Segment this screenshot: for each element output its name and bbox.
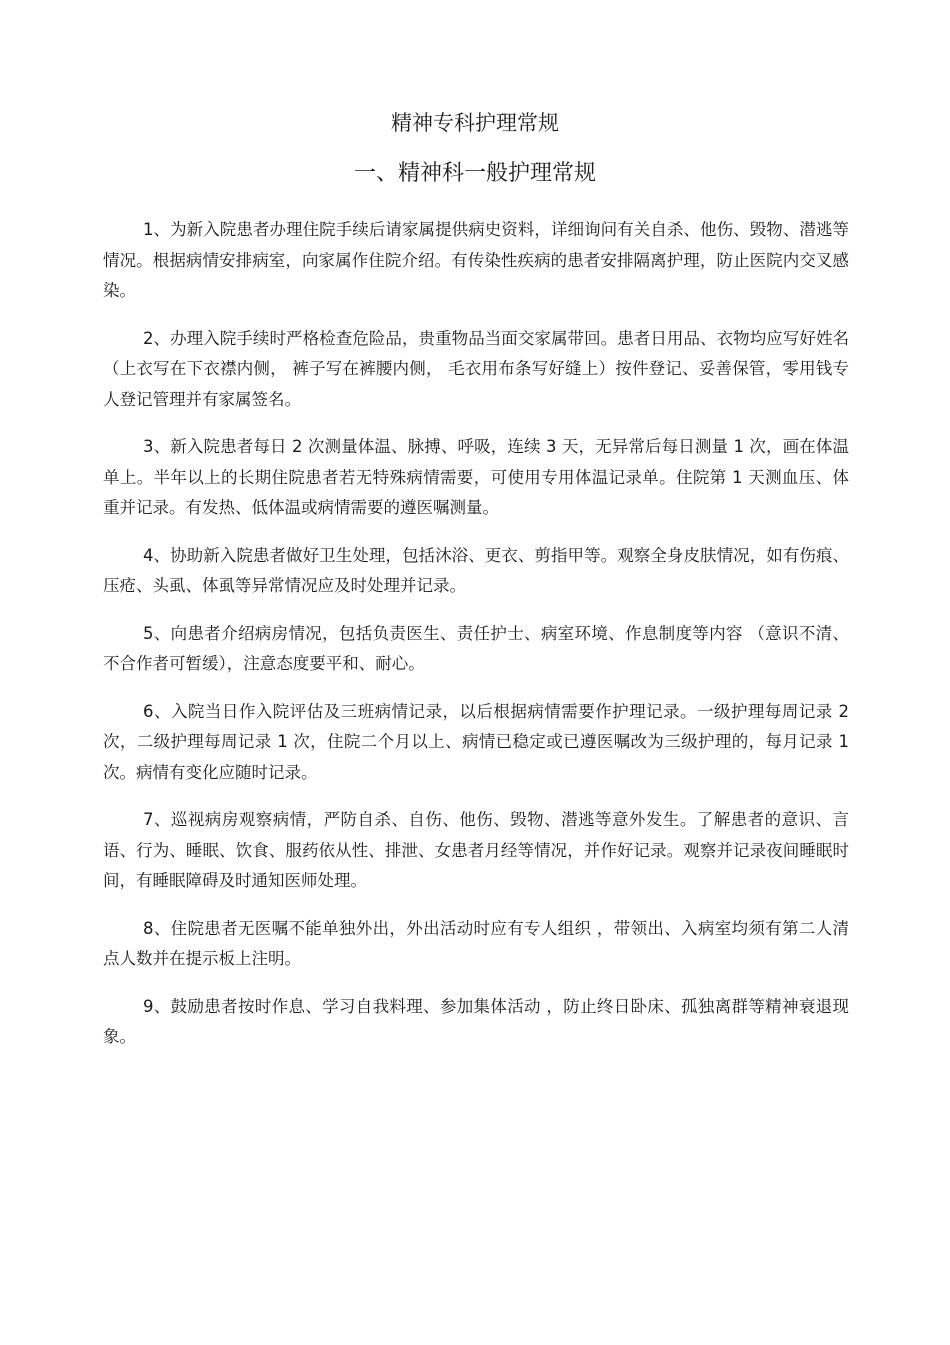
paragraph-4: 4、协助新入院患者做好卫生处理，包括沐浴、更衣、剪指甲等。观察全身皮肤情况，如有伤痕、压疮、头虱、体虱等异常情况应及时处理并记录。 [103,545,849,595]
document-body [103,215,849,1070]
document-title: 精神专科护理常规 [391,111,559,135]
paragraph-5: 5、向患者介绍病房情况，包括负责医生、责任护士、病室环境、作息制度等内容 （意识不清、不合作者可暂缓），注意态度要平和、耐心。 [103,623,849,673]
paragraph-7: 7、巡视病房观察病情，严防自杀、自伤、他伤、毁物、潜逃等意外发生。了解患者的意识、言语、行为、睡眠、饮食、服药依从性、排泄、女患者月经等情况，并作好记录。观察并记录夜间睡眠时间，有睡眠障碍及时通知医师处理。 [103,810,849,890]
paragraph-2: 2、办理入院手续时严格检查危险品，贵重物品当面交家属带回。患者日用品、衣物均应写好姓名（上衣写在下衣襟内侧， 裤子写在裤腰内侧， 毛衣用布条写好缝上）按件登记、妥善保管，零用钱专人登记管理并有家属签名。 [103,328,849,409]
paragraph-9: 9、鼓励患者按时作息、学习自我料理、参加集体活动 ，防止终日卧床、孤独离群等精神衰退现象。 [103,996,849,1046]
paragraph-6: 6、入院当日作入院评估及三班病情记录，以后根据病情需要作护理记录。一级护理每周记录 2 次，二级护理每周记录 1 次，住院二个月以上、病情已稳定或已遵医嘱改为三级护理的，每月记录 1 次。病情有变化应随时记录。 [103,701,849,782]
section-title: 一、精神科一般护理常规 [353,161,596,186]
paragraph-3: 3、新入院患者每日 2 次测量体温、脉搏、呼吸，连续 3 天，无异常后每日测量 1 次，画在体温单上。半年以上的长期住院患者若无特殊病情需要，可使用专用体温记录单。住院第 1 天测血压、体重并记录。有发热、低体温或病情需要的遵医嘱测量。 [103,437,849,517]
paragraph-8: 8、住院患者无医嘱不能单独外出，外出活动时应有专人组织 ，带领出、入病室均须有第二人清点人数并在提示板上注明。 [103,918,849,968]
paragraph-1: 1、为新入院患者办理住院手续后请家属提供病史资料，详细询问有关自杀、他伤、毁物、潜逃等情况。根据病情安排病室，向家属作住院介绍。有传染性疾病的患者安排隔离护理，防止医院内交叉感染。 [103,220,849,300]
